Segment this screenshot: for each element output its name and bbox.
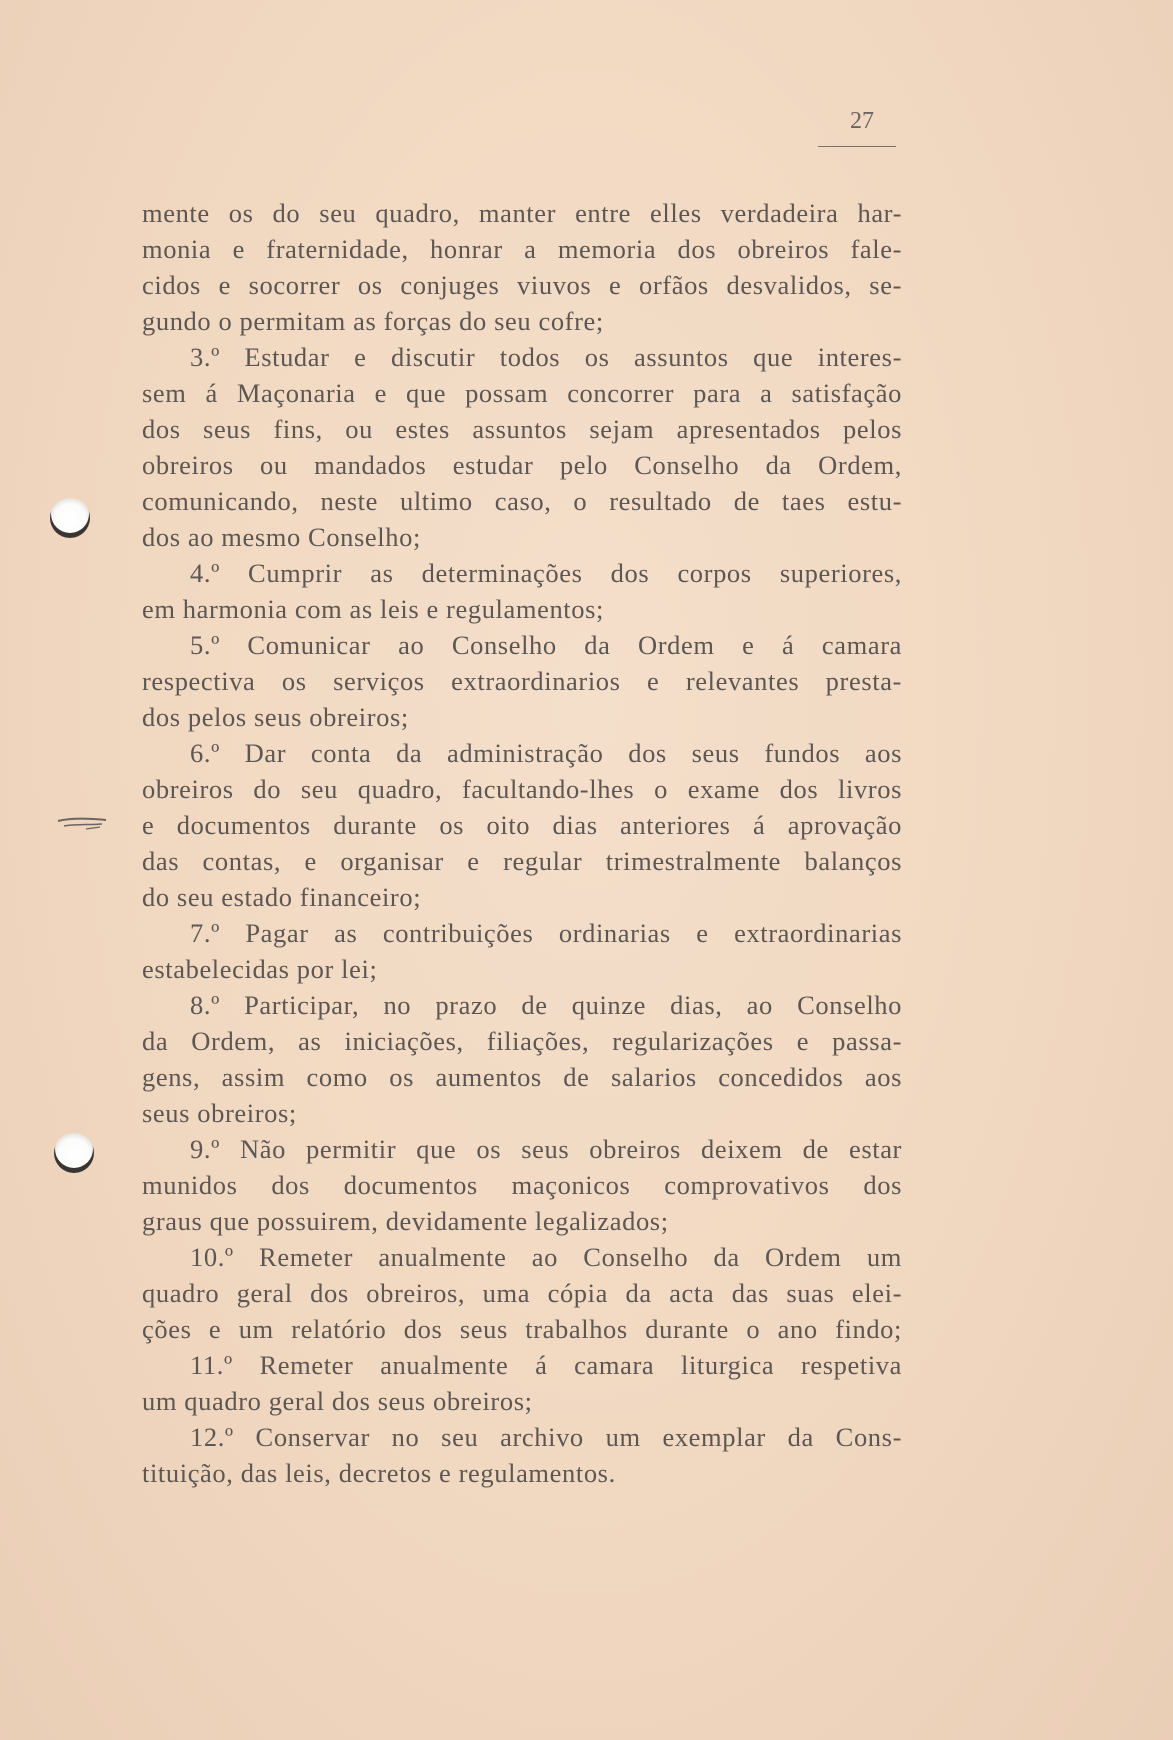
text-line: 4.º Cumprir as determinações dos corpos superiores,	[190, 558, 902, 588]
text-line: das contas, e organisar e regular trimestralmente balanços	[142, 846, 902, 876]
text-line: sem á Maçonaria e que possam concorrer para a satisfação	[142, 378, 902, 408]
text-line: tituição, das leis, decretos e regulamentos.	[142, 1458, 616, 1488]
page-number: 27	[850, 108, 874, 134]
text-line: 7.º Pagar as contribuições ordinarias e extraordinarias	[190, 918, 902, 948]
text-line: do seu estado financeiro;	[142, 882, 422, 912]
text-line: 5.º Comunicar ao Conselho da Ordem e á camara	[190, 630, 902, 660]
text-line: obreiros ou mandados estudar pelo Conselho da Ordem,	[142, 450, 902, 480]
body-text	[142, 195, 902, 1491]
text-line: da Ordem, as iniciações, filiações, regularizações e passa-	[142, 1026, 902, 1056]
text-line: um quadro geral dos seus obreiros;	[142, 1386, 533, 1416]
text-line: dos ao mesmo Conselho;	[142, 522, 421, 552]
ink-mark-icon	[56, 812, 108, 834]
text-line: mente os do seu quadro, manter entre elles verdadeira har-	[142, 198, 902, 228]
text-line: cidos e socorrer os conjuges viuvos e orfãos desvalidos, se-	[142, 270, 902, 300]
text-line: dos seus fins, ou estes assuntos sejam apresentados pelos	[142, 414, 902, 444]
text-line: gens, assim como os aumentos de salarios concedidos aos	[142, 1062, 902, 1092]
text-line: estabelecidas por lei;	[142, 954, 378, 984]
page-number-rule	[818, 146, 896, 147]
text-line: dos pelos seus obreiros;	[142, 702, 409, 732]
text-line: 8.º Participar, no prazo de quinze dias, ao Conselho	[190, 990, 902, 1020]
text-line: 10.º Remeter anualmente ao Conselho da Ordem um	[190, 1242, 902, 1272]
text-line: comunicando, neste ultimo caso, o resultado de taes estu-	[142, 486, 902, 516]
text-line: gundo o permitam as forças do seu cofre;	[142, 306, 604, 336]
binding-hole-icon	[54, 1133, 94, 1173]
text-line: munidos dos documentos maçonicos comprovativos dos	[142, 1170, 902, 1200]
binding-hole-icon	[50, 498, 90, 538]
text-line: 9.º Não permitir que os seus obreiros deixem de estar	[190, 1134, 902, 1164]
text-line: 6.º Dar conta da administração dos seus fundos aos	[190, 738, 902, 768]
text-line: seus obreiros;	[142, 1098, 297, 1128]
text-line: respectiva os serviços extraordinarios e relevantes presta-	[142, 666, 902, 696]
text-line: graus que possuirem, devidamente legalizados;	[142, 1206, 669, 1236]
text-line: 11.º Remeter anualmente á camara liturgica respetiva	[190, 1350, 902, 1380]
text-line: em harmonia com as leis e regulamentos;	[142, 594, 604, 624]
text-line: monia e fraternidade, honrar a memoria dos obreiros fale-	[142, 234, 902, 264]
text-line: 3.º Estudar e discutir todos os assuntos que interes-	[190, 342, 902, 372]
text-line: 12.º Conservar no seu archivo um exemplar da Cons-	[190, 1422, 902, 1452]
text-line: quadro geral dos obreiros, uma cópia da acta das suas elei-	[142, 1278, 902, 1308]
text-line: ções e um relatório dos seus trabalhos durante o ano findo;	[142, 1314, 902, 1344]
text-line: e documentos durante os oito dias anteriores á aprovação	[142, 810, 902, 840]
text-line: obreiros do seu quadro, facultando-lhes o exame dos livros	[142, 774, 902, 804]
